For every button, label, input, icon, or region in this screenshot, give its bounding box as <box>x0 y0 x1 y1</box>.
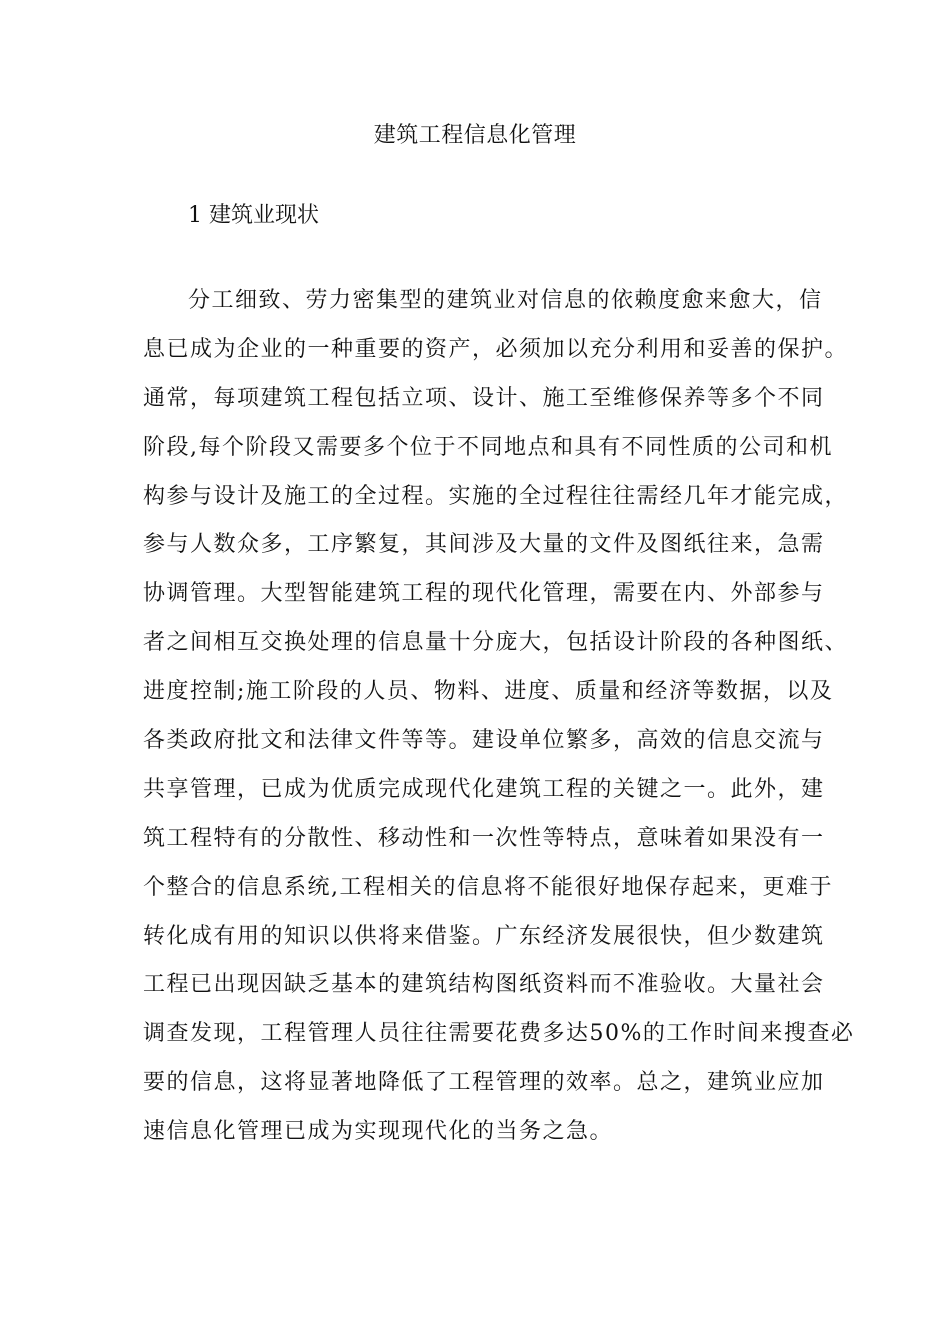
paragraph-line: 通常，每项建筑工程包括立项、设计、施工至维修保养等多个不同 <box>143 385 825 411</box>
paragraph-line: 协调管理。大型智能建筑工程的现代化管理，需要在内、外部参与 <box>143 581 825 607</box>
document-title: 建筑工程信息化管理 <box>373 123 577 148</box>
paragraph-line: 要的信息，这将显著地降低了工程管理的效率。总之，建筑业应加 <box>143 1070 825 1096</box>
paragraph-line: 各类政府批文和法律文件等等。建设单位繁多，高效的信息交流与 <box>143 728 825 754</box>
paragraph-line: 速信息化管理已成为实现现代化的当务之急。 <box>143 1119 614 1145</box>
paragraph-line: 阶段,每个阶段又需要多个位于不同地点和具有不同性质的公司和机 <box>143 434 833 460</box>
paragraph-line: 筑工程特有的分散性、移动性和一次性等特点，意味着如果没有一 <box>143 825 825 851</box>
paragraph-line: 分工细致、劳力密集型的建筑业对信息的依赖度愈来愈大，信 <box>188 288 823 313</box>
section-heading: 1 建筑业现状 <box>188 203 319 228</box>
paragraph-line: 进度控制;施工阶段的人员、物料、进度、质量和经济等数据，以及 <box>143 679 834 705</box>
paragraph-line: 共享管理，已成为优质完成现代化建筑工程的关键之一。此外，建 <box>143 776 825 802</box>
paragraph-line: 者之间相互交换处理的信息量十分庞大，包括设计阶段的各种图纸、 <box>143 630 849 656</box>
body-paragraph <box>143 283 855 1163</box>
paragraph-line: 构参与设计及施工的全过程。实施的全过程往往需经几年才能完成， <box>143 483 849 509</box>
paragraph-line: 调查发现，工程管理人员往往需要花费多达50%的工作时间来搜查必 <box>143 1021 855 1047</box>
paragraph-line: 个整合的信息系统,工程相关的信息将不能很好地保存起来，更难于 <box>143 874 833 900</box>
paragraph-line: 转化成有用的知识以供将来借鉴。广东经济发展很快，但少数建筑 <box>143 923 825 949</box>
paragraph-line: 工程已出现因缺乏基本的建筑结构图纸资料而不准验收。大量社会 <box>143 972 825 998</box>
paragraph-line: 参与人数众多，工序繁复，其间涉及大量的文件及图纸往来，急需 <box>143 532 825 558</box>
paragraph-line: 息已成为企业的一种重要的资产，必须加以充分利用和妥善的保护。 <box>143 336 849 362</box>
